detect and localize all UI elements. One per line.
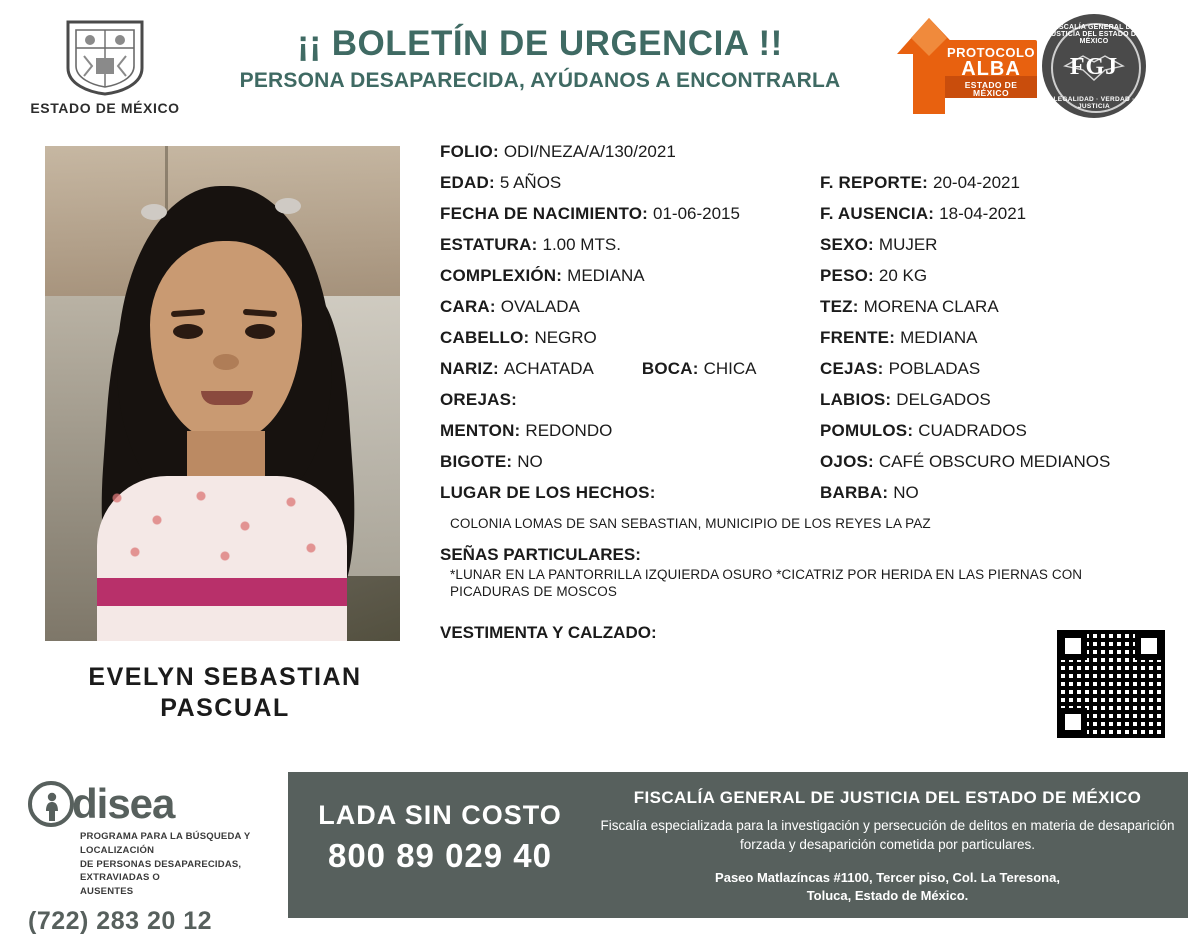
field-ojos <box>820 452 1170 472</box>
qr-finder-bottom-left <box>1059 708 1087 736</box>
field-folio-label: FOLIO: <box>440 142 499 161</box>
photo-shirt-pattern <box>105 486 339 576</box>
person-details <box>440 142 1170 645</box>
field-cejas-value: POBLADAS <box>888 359 981 378</box>
field-folio <box>440 142 820 162</box>
field-estatura-value: 1.00 MTS. <box>542 235 621 254</box>
field-vestimenta-label: VESTIMENTA Y CALZADO: <box>440 622 657 642</box>
field-fecha-nacimiento-value: 01-06-2015 <box>653 204 740 223</box>
field-cara-label: CARA: <box>440 297 496 316</box>
field-boca <box>642 359 757 379</box>
field-labios <box>820 390 1170 410</box>
field-bigote-value: NO <box>517 452 543 471</box>
fgj-seal-outer <box>1042 14 1146 118</box>
field-f-ausencia <box>820 204 1170 224</box>
field-nariz-label: NARIZ: <box>440 359 499 378</box>
person-name-line1: EVELYN SEBASTIAN <box>88 663 362 691</box>
field-cejas <box>820 359 1170 379</box>
field-menton-label: MENTON: <box>440 421 521 440</box>
fgj-footer-address-line2: Toluca, Estado de México. <box>806 887 969 903</box>
field-barba-value: NO <box>893 483 919 502</box>
field-edad-value: 5 AÑOS <box>499 173 562 192</box>
photo-eye-right <box>245 324 275 339</box>
field-cara-value: OVALADA <box>500 297 580 316</box>
field-peso-value: 20 KG <box>878 266 928 285</box>
field-menton-value: REDONDO <box>525 421 613 440</box>
page-title: ¡¡ BOLETÍN DE URGENCIA !! <box>297 24 783 63</box>
field-frente-label: FRENTE: <box>820 328 896 347</box>
field-row-folio <box>440 142 1170 173</box>
field-peso <box>820 266 1170 286</box>
protocolo-alba-logo <box>895 16 1035 116</box>
alba-text <box>947 46 1035 98</box>
field-row-orejas <box>440 390 1170 421</box>
field-f-ausencia-label: F. AUSENCIA: <box>820 204 935 223</box>
odisea-text: disea <box>72 780 175 827</box>
lugar-hechos-text-block <box>440 516 1170 533</box>
lada-block <box>300 800 580 875</box>
field-cara <box>440 297 820 317</box>
photo-nose <box>213 354 239 370</box>
field-barba <box>820 483 1170 503</box>
field-f-reporte-value: 20-04-2021 <box>933 173 1020 192</box>
odisea-logo <box>28 780 278 936</box>
field-row-cara <box>440 297 1170 328</box>
field-pomulos-label: POMULOS: <box>820 421 914 440</box>
fgj-seal-bottom-text: LEGALIDAD · VERDAD · JUSTICIA <box>1053 96 1135 110</box>
lada-label: LADA SIN COSTO <box>318 800 562 830</box>
field-menton <box>440 421 820 441</box>
field-row-lugar-barba <box>440 483 1170 514</box>
field-row-nacimiento <box>440 204 1170 235</box>
field-boca-value: CHICA <box>703 359 757 378</box>
field-f-ausencia-value: 18-04-2021 <box>939 204 1027 223</box>
field-frente-value: MEDIANA <box>900 328 978 347</box>
odisea-subtitle-line2: DE PERSONAS DESAPARECIDAS, EXTRAVIADAS O <box>80 858 242 884</box>
field-complexion <box>440 266 820 286</box>
field-row-cabello <box>440 328 1170 359</box>
field-cabello-label: CABELLO: <box>440 328 530 347</box>
state-crest <box>30 18 180 116</box>
field-cabello <box>440 328 820 348</box>
field-pomulos-value: CUADRADOS <box>918 421 1027 440</box>
fgj-footer-block <box>600 788 1175 905</box>
field-cabello-value: NEGRO <box>534 328 597 347</box>
odisea-subtitle-line1: PROGRAMA PARA LA BÚSQUEDA Y LOCALIZACIÓN <box>80 831 251 856</box>
field-cejas-label: CEJAS: <box>820 359 884 378</box>
lada-number[interactable]: 800 89 029 40 <box>327 837 553 874</box>
page-subtitle: PERSONA DESAPARECIDA, AYÚDANOS A ENCONTRARLA <box>239 68 841 92</box>
field-bigote-label: BIGOTE: <box>440 452 513 471</box>
photo-shirt-band <box>97 578 347 606</box>
field-senas-value: *LUNAR EN LA PANTORRILLA IZQUIERDA OSURO *CICATRIZ POR HERIDA EN LAS PIERNAS CON PICADURAS DE MOSCOS <box>450 566 1083 599</box>
field-senas-label: SEÑAS PARTICULARES: <box>440 544 641 564</box>
field-lugar-hechos-label-wrap <box>440 483 820 503</box>
field-complexion-label: COMPLEXIÓN: <box>440 266 563 285</box>
title-block <box>195 26 885 93</box>
fgj-footer-address-line1: Paseo Matlazíncas #1100, Tercer piso, Col. La Teresona, <box>715 869 1060 885</box>
odisea-wordmark <box>28 780 278 828</box>
field-row-menton <box>440 421 1170 452</box>
field-lugar-hechos-value: COLONIA LOMAS DE SAN SEBASTIAN, MUNICIPIO DE LOS REYES LA PAZ <box>450 516 931 531</box>
fgj-initials: FGJ <box>1069 54 1119 80</box>
field-nariz-value: ACHATADA <box>503 359 594 378</box>
field-estatura-label: ESTATURA: <box>440 235 538 254</box>
fgj-footer-address <box>600 869 1175 905</box>
field-estatura <box>440 235 820 255</box>
senas-particulares-block <box>440 545 1170 601</box>
person-figure-icon <box>44 792 60 822</box>
field-orejas-label: OREJAS: <box>440 390 517 409</box>
field-orejas <box>440 390 820 410</box>
field-boca-label: BOCA: <box>641 359 699 378</box>
field-barba-label: BARBA: <box>820 483 889 502</box>
photo-mouth <box>201 391 253 405</box>
odisea-circle-icon <box>28 781 74 827</box>
field-labios-label: LABIOS: <box>820 390 892 409</box>
alba-line2: ALBA <box>961 58 1021 81</box>
field-tez <box>820 297 1170 317</box>
field-nariz <box>440 359 820 379</box>
field-row-estatura <box>440 235 1170 266</box>
field-folio-value: ODI/NEZA/A/130/2021 <box>503 142 676 161</box>
field-tez-label: TEZ: <box>820 297 859 316</box>
fgj-seal <box>1042 14 1146 118</box>
field-bigote <box>440 452 820 472</box>
alba-line1: PROTOCOLO <box>947 45 1036 60</box>
coat-of-arms-icon <box>62 18 148 96</box>
field-peso-label: PESO: <box>820 266 874 285</box>
field-ojos-label: OJOS: <box>820 452 874 471</box>
photo-hair-tie-right <box>275 198 301 214</box>
field-ojos-value: CAFÉ OBSCURO MEDIANOS <box>878 452 1111 471</box>
field-lugar-hechos-label: LUGAR DE LOS HECHOS: <box>440 483 656 502</box>
field-tez-value: MORENA CLARA <box>863 297 999 316</box>
field-pomulos <box>820 421 1170 441</box>
field-f-reporte-label: F. REPORTE: <box>820 173 928 192</box>
field-complexion-value: MEDIANA <box>567 266 645 285</box>
field-fecha-nacimiento <box>440 204 820 224</box>
field-row-complexion <box>440 266 1170 297</box>
field-row-edad <box>440 173 1170 204</box>
field-fecha-nacimiento-label: FECHA DE NACIMIENTO: <box>440 204 648 223</box>
document-header <box>0 0 1188 130</box>
fgj-footer-title: FISCALÍA GENERAL DE JUSTICIA DEL ESTADO DE MÉXICO <box>633 788 1142 807</box>
person-name <box>45 662 405 725</box>
person-name-line2: PASCUAL <box>160 694 290 723</box>
field-row-nariz-boca <box>440 359 1170 390</box>
field-edad-label: EDAD: <box>440 173 495 192</box>
field-row-bigote <box>440 452 1170 483</box>
field-f-reporte <box>820 173 1170 193</box>
fgj-footer-description: Fiscalía especializada para la investigación y persecución de delitos en materia de desaparición forzada y desaparición cometida por particulares. <box>600 818 1175 852</box>
field-sexo-value: MUJER <box>878 235 938 254</box>
field-sexo <box>820 235 1170 255</box>
qr-code[interactable] <box>1057 630 1165 738</box>
field-sexo-label: SEXO: <box>820 235 874 254</box>
odisea-subtitle <box>80 830 278 899</box>
missing-person-photo <box>45 146 400 641</box>
crest-label: ESTADO DE MÉXICO <box>30 100 180 116</box>
field-labios-value: DELGADOS <box>896 390 991 409</box>
fgj-seal-top-text: FISCALÍA GENERAL DE JUSTICIA DEL ESTADO DE MÉXICO <box>1046 24 1142 45</box>
field-frente <box>820 328 1170 348</box>
odisea-phone[interactable]: (722) 283 20 12 <box>28 906 213 935</box>
field-edad <box>440 173 820 193</box>
photo-eye-left <box>173 324 203 339</box>
photo-hair-tie-left <box>141 204 167 220</box>
odisea-subtitle-line3: AUSENTES <box>80 886 134 898</box>
alba-line3: ESTADO DE MÉXICO <box>964 79 1018 99</box>
